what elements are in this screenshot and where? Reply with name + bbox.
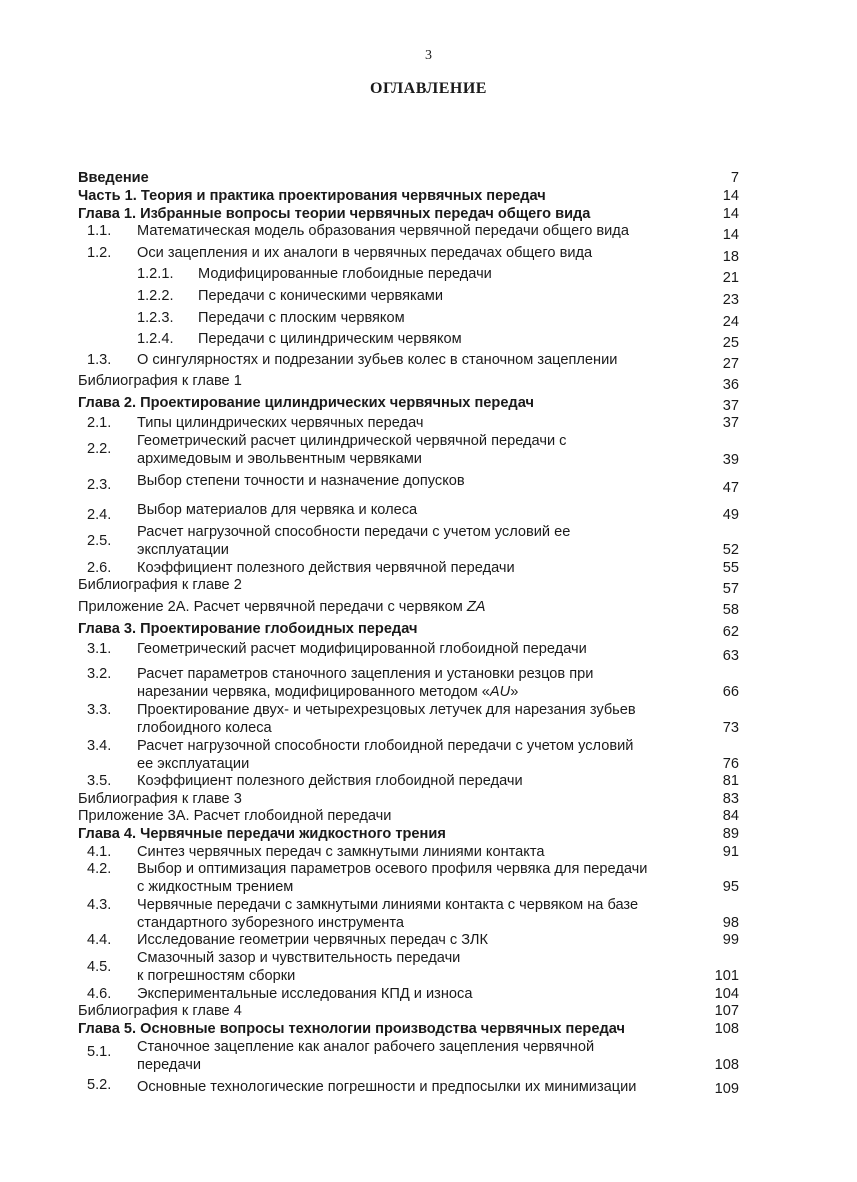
toc-entry-section-4-2-continued[interactable]: с жидкостным трением xyxy=(137,879,294,895)
toc-entry-section-3-3-continued[interactable]: глобоидного колеса xyxy=(137,720,272,736)
toc-entry-section-5-2[interactable]: Основные технологические погрешности и предпосылки их минимизации xyxy=(137,1079,637,1095)
toc-section-number: 1.3. xyxy=(87,352,112,368)
toc-section-number: 1.2.4. xyxy=(137,331,174,347)
toc-section-number: 2.4. xyxy=(87,507,112,523)
toc-page-number: 23 xyxy=(722,292,739,308)
toc-entry-section-1-2-3[interactable]: Передачи с плоским червяком xyxy=(198,310,405,326)
toc-section-number: 2.1. xyxy=(87,415,112,431)
toc-entry-section-4-1[interactable]: Синтез червячных передач с замкнутыми линиями контакта xyxy=(137,844,545,860)
toc-entry-introduction[interactable]: Введение xyxy=(78,170,149,186)
toc-entry-section-2-5-continued[interactable]: эксплуатации xyxy=(137,542,229,558)
toc-page-number: 76 xyxy=(722,756,739,772)
toc-entry-section-2-1[interactable]: Типы цилиндрических червячных передач xyxy=(137,415,424,431)
toc-entry-section-3-4-continued[interactable]: ее эксплуатации xyxy=(137,756,250,772)
toc-section-number: 1.1. xyxy=(87,223,112,239)
toc-entry-chapter-3[interactable]: Глава 3. Проектирование глобоидных передач xyxy=(78,621,418,637)
toc-page-number: 66 xyxy=(722,684,739,700)
toc-page-number: 18 xyxy=(722,249,739,265)
toc-page-number: 21 xyxy=(722,270,739,286)
toc-section-number: 1.2.3. xyxy=(137,310,174,326)
toc-page-number: 109 xyxy=(714,1081,739,1097)
toc-page-number: 57 xyxy=(722,581,739,597)
toc-entry-chapter-4[interactable]: Глава 4. Червячные передачи жидкостного трения xyxy=(78,826,446,842)
toc-section-number: 2.2. xyxy=(87,441,112,457)
toc-section-number: 1.2.2. xyxy=(137,288,174,304)
toc-page-number: 52 xyxy=(722,542,739,558)
toc-page-number: 47 xyxy=(722,480,739,496)
toc-section-number: 4.4. xyxy=(87,932,112,948)
toc-page-number: 83 xyxy=(722,791,739,807)
toc-entry-section-3-5[interactable]: Коэффициент полезного действия глобоидной передачи xyxy=(137,773,523,789)
toc-entry-section-1-2-2[interactable]: Передачи с коническими червяками xyxy=(198,288,443,304)
toc-entry-section-1-1[interactable]: Математическая модель образования червячной передачи общего вида xyxy=(137,223,629,239)
toc-entry-section-2-6[interactable]: Коэффициент полезного действия червячной передачи xyxy=(137,560,515,576)
toc-entry-appendix-2a[interactable]: Приложение 2А. Расчет червячной передачи с червяком ZA xyxy=(78,599,486,615)
toc-page-number: 14 xyxy=(722,206,739,222)
toc-page-number: 62 xyxy=(722,624,739,640)
toc-entry-bibliography-4[interactable]: Библиография к главе 4 xyxy=(78,1003,242,1019)
page-title: ОГЛАВЛЕНИЕ xyxy=(370,80,487,97)
toc-entry-section-4-6[interactable]: Экспериментальные исследования КПД и износа xyxy=(137,986,473,1002)
toc-entry-chapter-1[interactable]: Глава 1. Избранные вопросы теории червячных передач общего вида xyxy=(78,206,591,222)
toc-page-number: 91 xyxy=(722,844,739,860)
toc-entry-section-1-2[interactable]: Оси зацепления и их аналоги в червячных передачах общего вида xyxy=(137,245,593,261)
toc-section-number: 3.2. xyxy=(87,666,112,682)
toc-entry-section-5-1-continued[interactable]: передачи xyxy=(137,1057,201,1073)
toc-page-number: 108 xyxy=(714,1057,739,1073)
toc-page-number: 14 xyxy=(722,188,739,204)
toc-page-number: 37 xyxy=(722,415,739,431)
toc-entry-section-2-2[interactable]: Геометрический расчет цилиндрической червячной передачи с xyxy=(137,433,567,449)
toc-page-number: 104 xyxy=(714,986,739,1002)
toc-page-number: 24 xyxy=(722,314,739,330)
toc-entry-section-1-2-4[interactable]: Передачи с цилиндрическим червяком xyxy=(198,331,462,347)
toc-entry-section-3-2-continued[interactable]: нарезании червяка, модифицированного методом «AU» xyxy=(137,684,519,700)
toc-entry-section-4-4[interactable]: Исследование геометрии червячных передач с ЗЛК xyxy=(137,932,488,948)
toc-section-number: 2.3. xyxy=(87,477,112,493)
toc-page-number: 63 xyxy=(722,648,739,664)
toc-page-number: 101 xyxy=(714,968,739,984)
toc-page-number: 89 xyxy=(722,826,739,842)
toc-entry-section-4-3-continued[interactable]: стандартного зуборезного инструмента xyxy=(137,915,404,931)
toc-entry-part-1[interactable]: Часть 1. Теория и практика проектирования червячных передач xyxy=(78,188,546,204)
toc-entry-bibliography-2[interactable]: Библиография к главе 2 xyxy=(78,577,242,593)
toc-entry-appendix-3a[interactable]: Приложение 3А. Расчет глобоидной передачи xyxy=(78,808,392,824)
toc-entry-section-3-4[interactable]: Расчет нагрузочной способности глобоидной передачи с учетом условий xyxy=(137,738,634,754)
toc-page-number: 108 xyxy=(714,1021,739,1037)
toc-entry-section-2-2-continued[interactable]: архимедовым и эвольвентным червяками xyxy=(137,451,422,467)
toc-entry-section-4-5-continued[interactable]: к погрешностям сборки xyxy=(137,968,296,984)
toc-page-number: 84 xyxy=(722,808,739,824)
toc-section-number: 2.6. xyxy=(87,560,112,576)
toc-section-number: 4.5. xyxy=(87,959,112,975)
toc-page-number: 99 xyxy=(722,932,739,948)
toc-entry-section-3-3[interactable]: Проектирование двух- и четырехрезцовых летучек для нарезания зубьев xyxy=(137,702,636,718)
toc-entry-section-2-5[interactable]: Расчет нагрузочной способности передачи с учетом условий ее xyxy=(137,524,571,540)
toc-section-number: 4.1. xyxy=(87,844,112,860)
toc-page-number: 55 xyxy=(722,560,739,576)
toc-page-number: 98 xyxy=(722,915,739,931)
toc-entry-chapter-2[interactable]: Глава 2. Проектирование цилиндрических червячных передач xyxy=(78,395,534,411)
toc-entry-section-1-2-1[interactable]: Модифицированные глобоидные передачи xyxy=(198,266,492,282)
toc-page-number: 7 xyxy=(730,170,739,186)
toc-section-number: 2.5. xyxy=(87,533,112,549)
toc-entry-bibliography-1[interactable]: Библиография к главе 1 xyxy=(78,373,242,389)
toc-page-number: 58 xyxy=(722,602,739,618)
toc-section-number: 3.3. xyxy=(87,702,112,718)
toc-section-number: 1.2. xyxy=(87,245,112,261)
toc-section-number: 5.1. xyxy=(87,1044,112,1060)
toc-entry-section-3-2[interactable]: Расчет параметров станочного зацепления и установки резцов при xyxy=(137,666,594,682)
toc-page-number: 107 xyxy=(714,1003,739,1019)
toc-section-number: 4.2. xyxy=(87,861,112,877)
toc-section-number: 3.1. xyxy=(87,641,112,657)
toc-page-number: 49 xyxy=(722,507,739,523)
toc-page-number: 14 xyxy=(722,227,739,243)
toc-page-number: 36 xyxy=(722,377,739,393)
toc-section-number: 3.5. xyxy=(87,773,112,789)
toc-entry-section-4-2[interactable]: Выбор и оптимизация параметров осевого профиля червяка для передачи xyxy=(137,861,648,877)
toc-page-number: 81 xyxy=(722,773,739,789)
toc-entry-section-2-3[interactable]: Выбор степени точности и назначение допусков xyxy=(137,473,465,489)
toc-page-number: 73 xyxy=(722,720,739,736)
toc-page-number: 39 xyxy=(722,452,739,468)
toc-entry-section-4-3[interactable]: Червячные передачи с замкнутыми линиями контакта с червяком на базе xyxy=(137,897,639,913)
toc-page-number: 95 xyxy=(722,879,739,895)
toc-entry-section-5-1[interactable]: Станочное зацепление как аналог рабочего зацепления червячной xyxy=(137,1039,595,1055)
toc-entry-bibliography-3[interactable]: Библиография к главе 3 xyxy=(78,791,242,807)
toc-entry-chapter-5[interactable]: Глава 5. Основные вопросы технологии производства червячных передач xyxy=(78,1021,625,1037)
toc-section-number: 4.6. xyxy=(87,986,112,1002)
toc-section-number: 4.3. xyxy=(87,897,112,913)
toc-section-number: 3.4. xyxy=(87,738,112,754)
page-number: 3 xyxy=(425,48,432,63)
toc-page-number: 27 xyxy=(722,356,739,372)
toc-section-number: 1.2.1. xyxy=(137,266,174,282)
toc-entry-section-3-1[interactable]: Геометрический расчет модифицированной глобоидной передачи xyxy=(137,641,587,657)
toc-page-number: 37 xyxy=(722,398,739,414)
toc-entry-section-2-4[interactable]: Выбор материалов для червяка и колеса xyxy=(137,502,418,518)
toc-entry-section-1-3[interactable]: О сингулярностях и подрезании зубьев колес в станочном зацеплении xyxy=(137,352,618,368)
toc-entry-section-4-5[interactable]: Смазочный зазор и чувствительность передачи xyxy=(137,950,461,966)
toc-page-number: 25 xyxy=(722,335,739,351)
toc-section-number: 5.2. xyxy=(87,1077,112,1093)
